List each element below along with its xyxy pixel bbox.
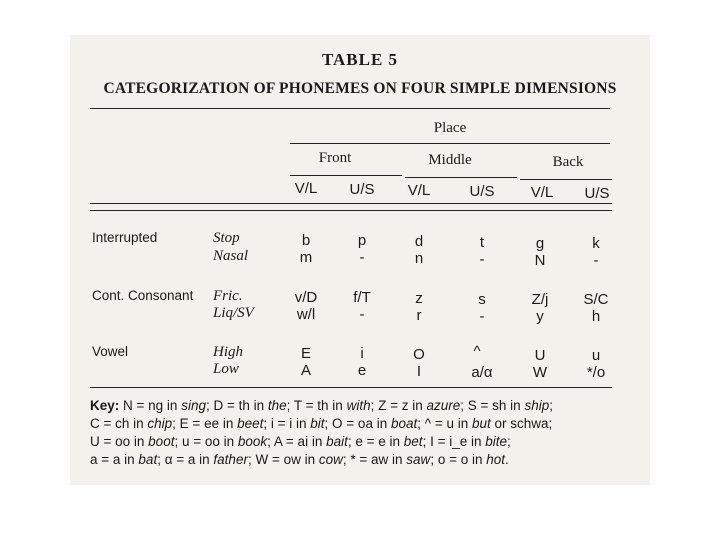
key-line-text <box>90 452 509 467</box>
key-example-word: ship <box>524 398 550 413</box>
key-text: ; e = e in <box>347 434 404 449</box>
table-cell: O <box>413 346 425 363</box>
table-cell: N <box>534 252 546 269</box>
key-example-word: book <box>237 434 268 449</box>
key-text: . <box>505 452 509 467</box>
key-example-word: beet <box>237 416 264 431</box>
table-cell: a/α <box>471 364 493 381</box>
table-cell: S/C <box>583 291 609 308</box>
key-text: ; A = ai in <box>267 434 327 449</box>
key-example-word: boat <box>390 416 418 431</box>
table-cell: e <box>357 362 367 379</box>
table-cell: - <box>359 306 365 323</box>
key-example-word: but <box>472 416 491 431</box>
header-rule-lower <box>90 210 612 211</box>
key-text: or schwa; <box>490 416 553 431</box>
key-text: ; D = th in <box>205 398 268 413</box>
table-cell: E <box>300 345 311 362</box>
key-example-word: hot <box>486 452 506 467</box>
table-cell: - <box>359 249 365 266</box>
table-cell: */o <box>586 364 606 381</box>
key-text: ; o = o in <box>430 452 487 467</box>
key-example-word: bite <box>485 434 508 449</box>
col-header: U/S <box>349 181 375 198</box>
table-cell: U <box>534 347 546 364</box>
key-text: a = a in <box>90 452 139 467</box>
middle-rule <box>405 177 517 178</box>
row-subcategory: Fric. <box>213 288 243 304</box>
key-example-word: bat <box>138 452 158 467</box>
key-text: ; E = ee in <box>172 416 238 431</box>
key-text: ; ^ = u in <box>417 416 472 431</box>
row-category: Cont. Consonant <box>92 288 194 303</box>
group-back: Back <box>552 154 584 170</box>
table-cell: z <box>415 290 423 307</box>
header-rule-upper <box>90 203 612 204</box>
key-example-word: father <box>213 452 248 467</box>
table-cell: y <box>536 308 544 325</box>
key-example-word: sing <box>181 398 206 413</box>
key-example-word: bit <box>310 416 325 431</box>
row-subcategory: High <box>213 344 243 360</box>
table-cell: f/T <box>353 289 371 306</box>
key-text: ; S = sh in <box>460 398 525 413</box>
table-cell: g <box>535 235 545 252</box>
table-cell: - <box>593 252 599 269</box>
table-cell: u <box>591 347 601 364</box>
table-cell: - <box>479 308 485 325</box>
table-cell: b <box>301 232 311 249</box>
row-category: Interrupted <box>92 230 158 245</box>
top-rule <box>90 108 610 109</box>
key-line <box>90 434 511 449</box>
table-cell: w/l <box>296 306 316 323</box>
table-cell: Z/j <box>531 291 549 308</box>
key-text: ; i = i in <box>263 416 311 431</box>
key-line-text <box>90 434 511 449</box>
table-cell: d <box>414 233 424 250</box>
key-line <box>90 452 509 467</box>
key-text: ; * = aw in <box>342 452 407 467</box>
key-example-word: boot <box>148 434 175 449</box>
key-example-word: azure <box>426 398 461 413</box>
key-text: ; <box>507 434 511 449</box>
key-text: ; T = th in <box>286 398 347 413</box>
key-text: C = ch in <box>90 416 148 431</box>
col-header: V/L <box>530 184 554 201</box>
row-subcategory: Stop <box>213 230 240 246</box>
table-cell: I <box>416 363 422 380</box>
table-cell: v/D <box>294 289 318 306</box>
col-header: V/L <box>407 182 431 199</box>
back-rule <box>520 179 612 180</box>
col-header: V/L <box>294 180 318 197</box>
key-text: ; u = oo in <box>174 434 238 449</box>
key-text: U = oo in <box>90 434 149 449</box>
key-line <box>90 398 553 413</box>
key-text: ; O = oa in <box>324 416 391 431</box>
table-cell: p <box>357 232 367 249</box>
table-cell: s <box>478 291 486 308</box>
row-subcategory: Low <box>213 361 239 377</box>
group-middle: Middle <box>428 152 472 168</box>
bottom-rule <box>90 387 612 388</box>
key-example-word: chip <box>147 416 173 431</box>
key-line-text <box>90 416 552 431</box>
row-subcategory: Nasal <box>213 248 249 264</box>
key-text: N = ng in <box>123 398 182 413</box>
table-subtitle: CATEGORIZATION OF PHONEMES ON FOUR SIMPLE DIMENSIONS <box>103 80 617 97</box>
key-example-word: cow <box>318 452 343 467</box>
col-header: U/S <box>584 185 610 202</box>
key-text: ; W = ow in <box>247 452 319 467</box>
front-rule <box>290 175 402 176</box>
col-header: U/S <box>469 183 495 200</box>
row-category: Vowel <box>92 344 129 359</box>
table-cell: W <box>532 364 548 381</box>
key-example-word: the <box>267 398 287 413</box>
table-cell: n <box>414 250 424 267</box>
table-cell: k <box>592 235 600 252</box>
key-line-text <box>123 398 553 413</box>
key-label: Key: <box>90 398 120 413</box>
key-text: ; I = i_e in <box>422 434 486 449</box>
key-line <box>90 416 552 431</box>
key-example-word: bait <box>326 434 348 449</box>
key-text: ; <box>549 398 553 413</box>
place-header: Place <box>433 120 467 136</box>
table-cell: i <box>360 345 364 362</box>
key-text: ; α = a in <box>157 452 214 467</box>
key-example-word: bet <box>403 434 423 449</box>
place-rule <box>290 143 610 144</box>
table-cell: m <box>299 249 313 266</box>
table-cell: ^ <box>473 343 481 360</box>
table-cell: r <box>416 307 422 324</box>
group-front: Front <box>318 150 352 166</box>
key-text: ; Z = z in <box>370 398 427 413</box>
key-example-word: saw <box>406 452 431 467</box>
table-cell: t <box>479 234 485 251</box>
table-cell: - <box>479 251 485 268</box>
table-cell: h <box>591 308 601 325</box>
row-subcategory: Liq/SV <box>213 305 254 321</box>
table-cell: A <box>300 362 311 379</box>
key-example-word: with <box>346 398 371 413</box>
table-title: TABLE 5 <box>321 50 399 69</box>
